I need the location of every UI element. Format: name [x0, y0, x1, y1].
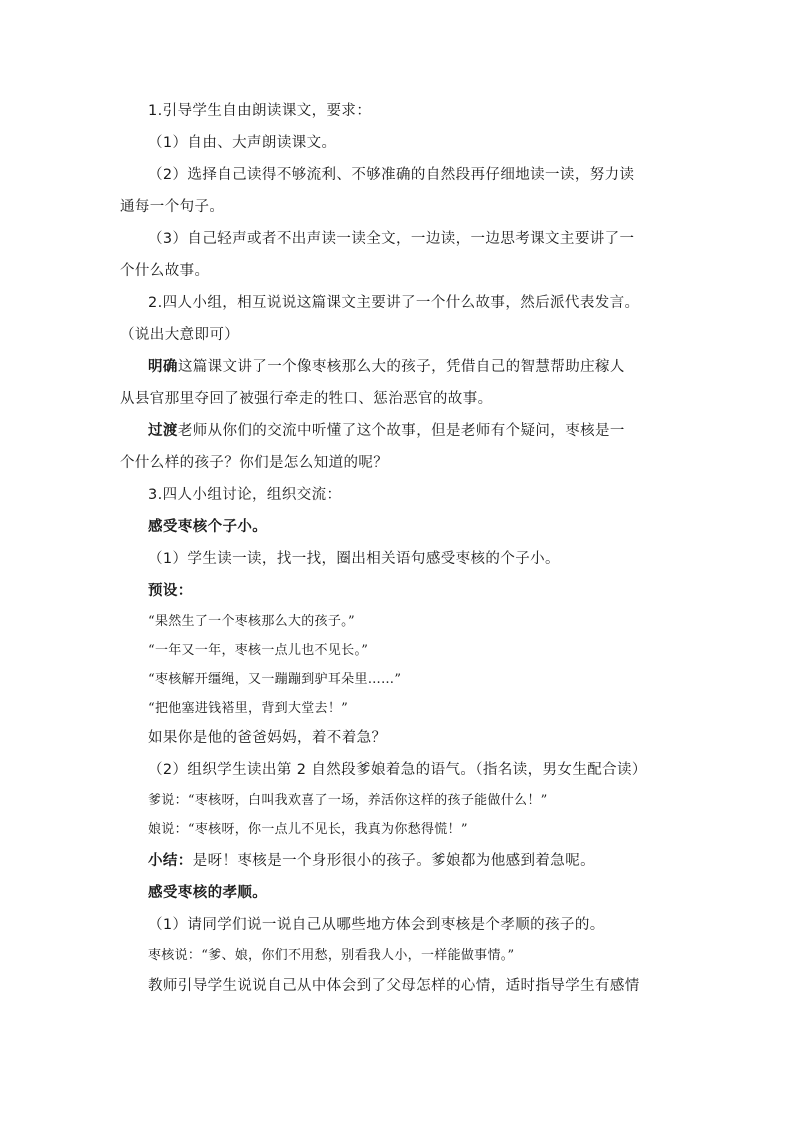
step-2-note: （说出大意即可） [120, 327, 240, 343]
requirement-2: （2）选择自己读得不够流利、不够准确的自然段再仔细地读一读，努力读 [148, 167, 635, 183]
requirement-3: （3）自己轻声或者不出声读一读全文，一边读，一边思考课文主要讲了一 [148, 231, 635, 247]
requirement-2-cont: 通每一个句子。 [120, 199, 225, 215]
quote-mother: 娘说：“枣核呀，你一点儿不见长，我真为你愁得慌！” [148, 822, 468, 837]
step-1: 1.引导学生自由朗读课文，要求： [148, 103, 372, 119]
quote-4: “把他塞进钱褡里，背到大堂去！” [148, 701, 349, 716]
question: 如果你是他的爸爸妈妈，着不着急？ [148, 730, 387, 746]
step-2: 2.四人小组，相互说说这篇课文主要讲了一个什么故事，然后派代表发言。 [148, 295, 640, 311]
activity-2: （2）组织学生读出第 2 自然段爹娘着急的语气。（指名读，男女生配合读） [148, 762, 647, 778]
transition-label: 过渡 [148, 423, 178, 439]
quote-father: 爹说：“枣核呀，白叫我欢喜了一场，养活你这样的孩子能做什么！” [148, 793, 548, 808]
section-heading-small: 感受枣核个子小。 [148, 519, 268, 535]
quote-2: “一年又一年，枣核一点儿也不见长。” [148, 643, 369, 658]
transition [148, 421, 625, 441]
transition-text: 老师从你们的交流中听懂了这个故事，但是老师有个疑问，枣核是一 [177, 423, 625, 439]
quote-zaohe: 枣核说：“爹、娘，你们不用愁，别看我人小，一样能做事情。” [148, 948, 515, 963]
activity-1: （1）学生读一读，找一找，圈出相关语句感受枣核的个子小。 [148, 551, 560, 567]
transition-cont: 个什么样的孩子？你们是怎么知道的呢？ [120, 455, 389, 471]
clarification-cont: 从县官那里夺回了被强行牵走的牲口、惩治恶官的故事。 [120, 391, 493, 407]
summary [148, 851, 595, 871]
teacher-guidance: 教师引导学生说说自己从中体会到了父母怎样的心情，适时指导学生有感情 [148, 978, 640, 994]
clarification-label: 明确 [148, 359, 178, 375]
requirement-1: （1）自由、大声朗读课文。 [148, 135, 337, 151]
preset-label: 预设： [148, 583, 193, 599]
quote-3: “枣核解开缰绳，又一蹦蹦到驴耳朵里……” [148, 672, 402, 687]
step-3: 3.四人小组讨论，组织交流： [148, 487, 342, 503]
clarification [148, 357, 625, 377]
activity-filial: （1）请同学们说一说自己从哪些地方体会到枣核是个孝顺的孩子的。 [148, 917, 605, 933]
summary-label: 小结： [148, 853, 193, 869]
clarification-text: 这篇课文讲了一个像枣核那么大的孩子，凭借自己的智慧帮助庄稼人 [177, 359, 625, 375]
section-heading-filial: 感受枣核的孝顺。 [148, 885, 268, 901]
requirement-3-cont: 个什么故事。 [120, 263, 210, 279]
summary-text: 是呀！枣核是一个身形很小的孩子。爹娘都为他感到着急呢。 [192, 853, 596, 869]
quote-1: “果然生了一个枣核那么大的孩子。” [148, 614, 355, 629]
